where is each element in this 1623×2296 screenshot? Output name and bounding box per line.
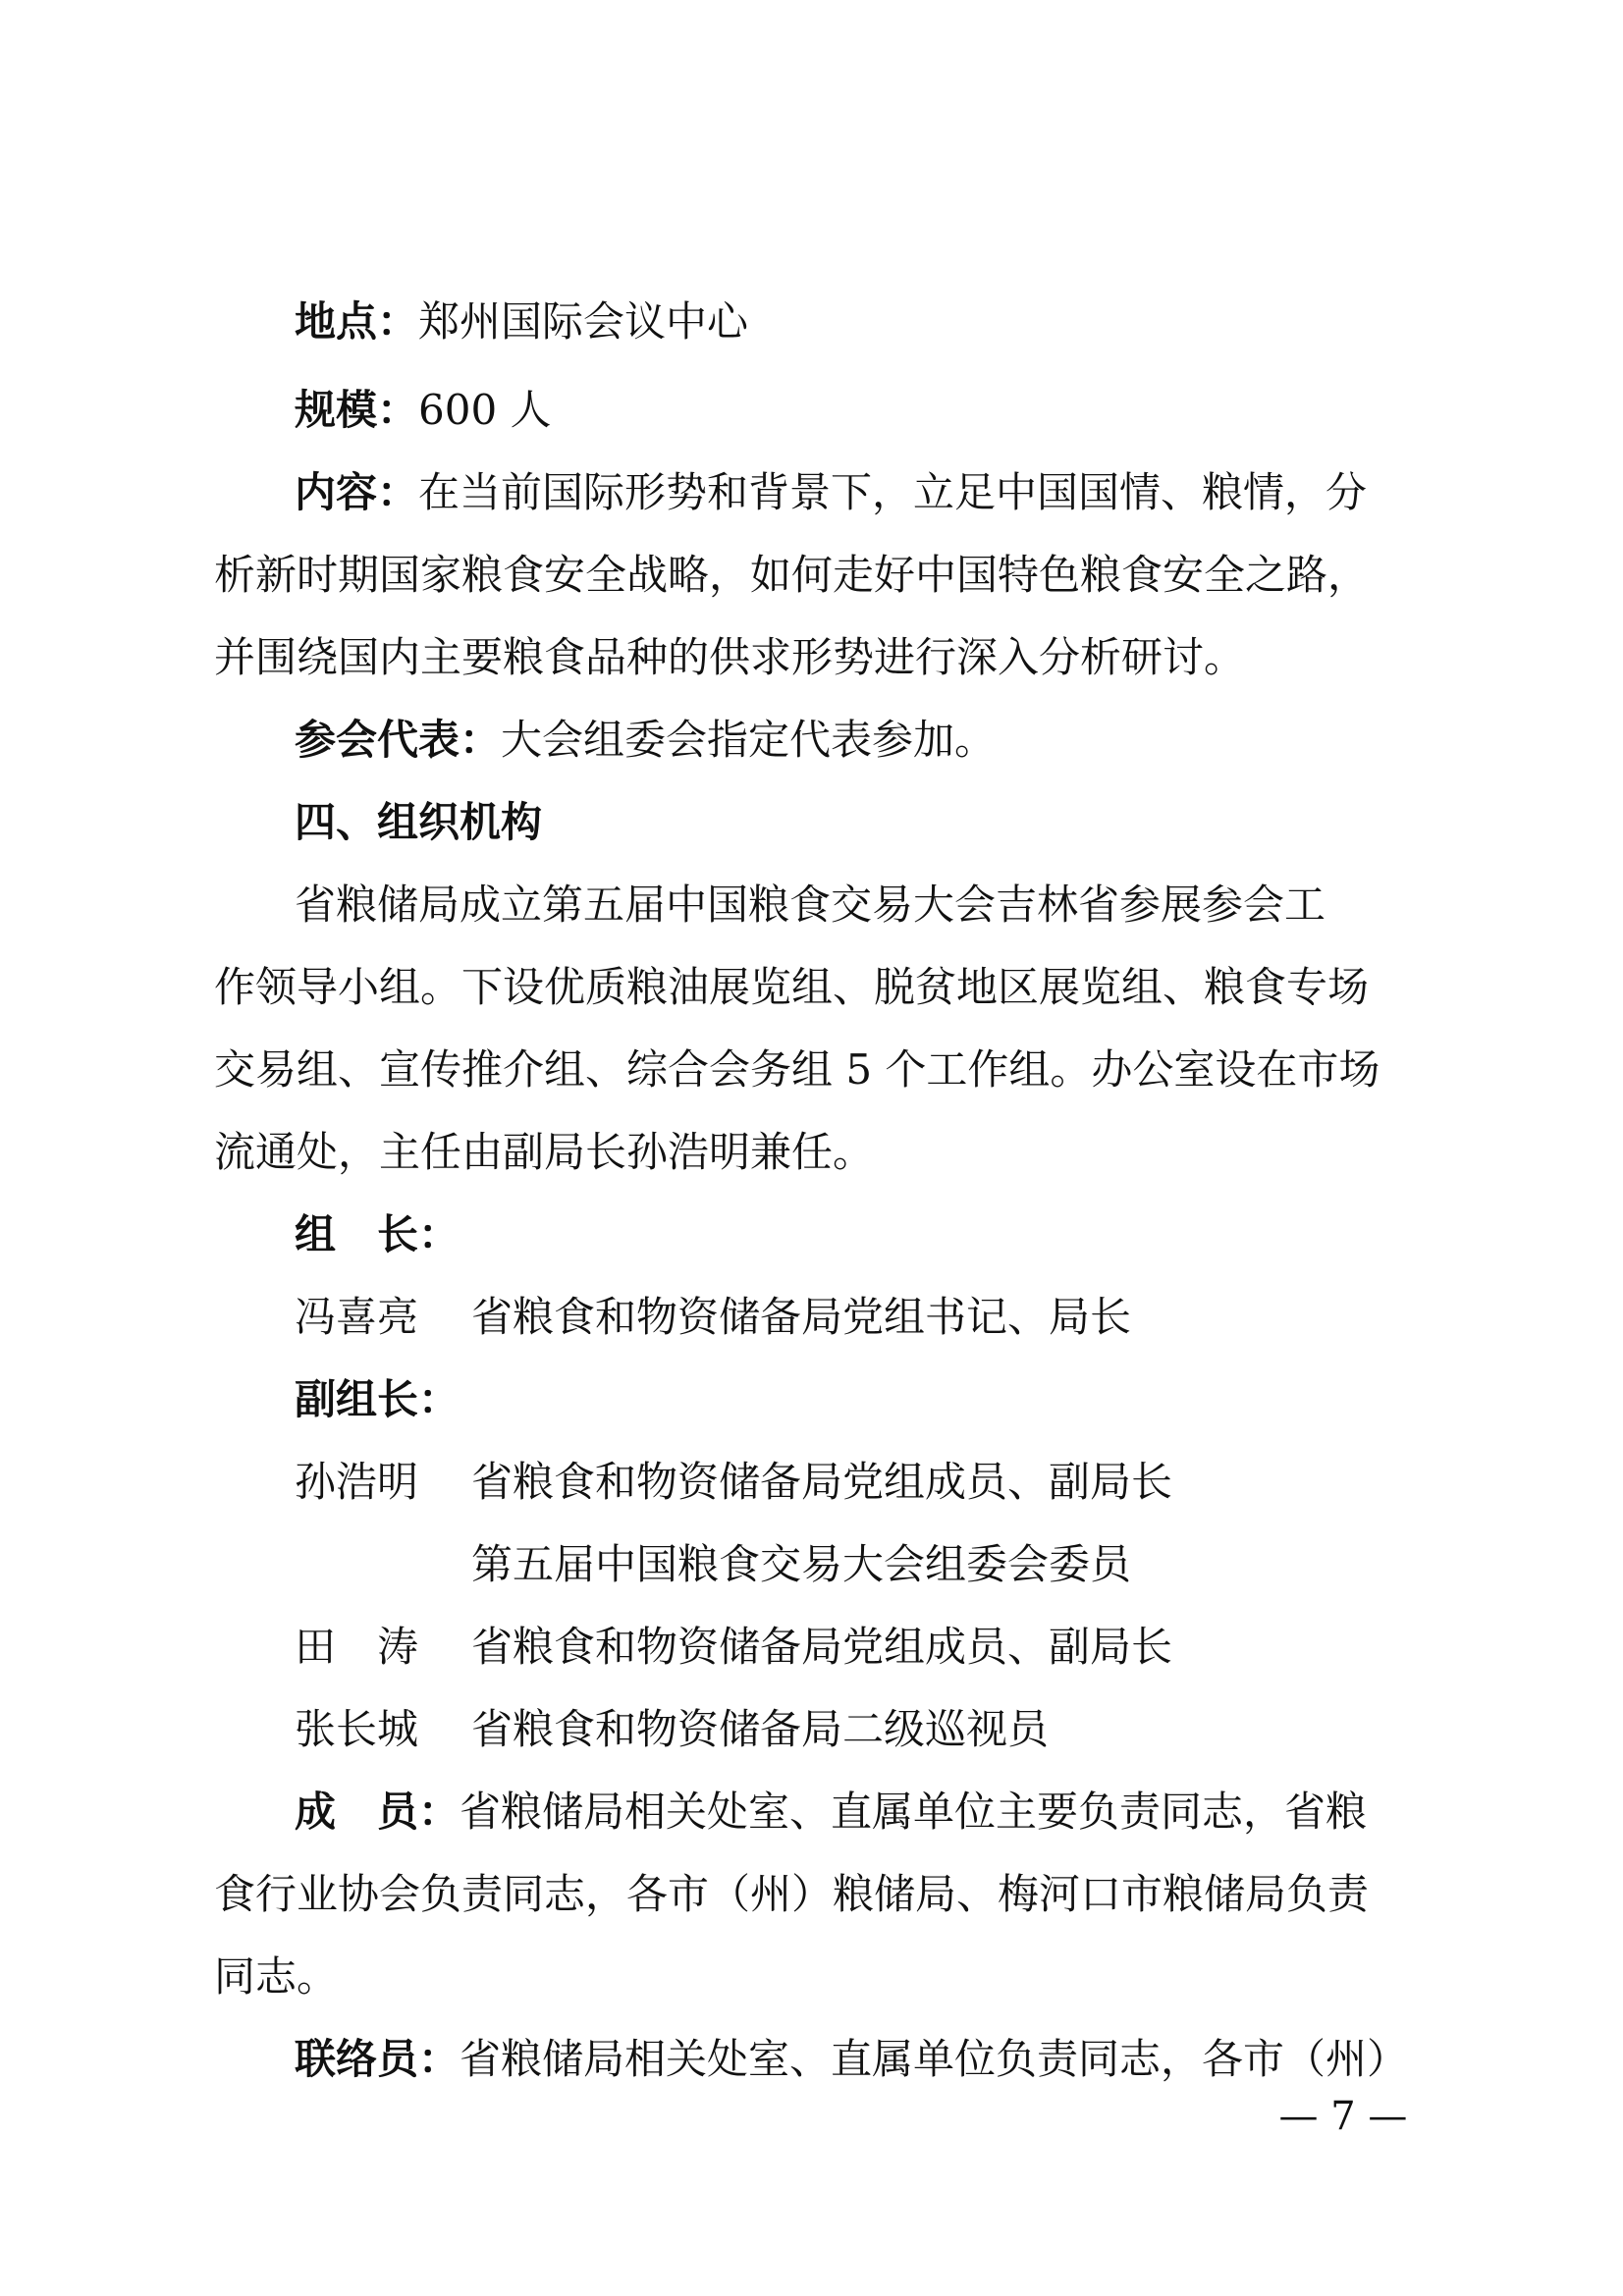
section-para-line-4: 流通处，主任由副局长孙浩明兼任。 [214,1128,875,1176]
deputy-title-1b: 第五届中国粮食交易大会组委会委员 [471,1540,1132,1588]
page-number: — 7 — [1278,2094,1408,2139]
liaison-line-1 [295,2030,1422,2089]
delegates-line [295,711,1502,770]
liaison-text-1: 省粮储局相关处室、直属单位负责同志，各市（州） [460,2035,1409,2083]
deputy-title-2: 省粮食和物资储备局党组成员、副局长 [471,1623,1173,1671]
scale-label: 规模： [295,386,419,434]
location-label: 地点： [295,297,419,346]
section-para-line-2: 作领导小组。下设优质粮油展览组、脱贫地区展览组、粮食专场 [214,963,1370,1011]
members-line-1 [295,1783,1422,1842]
liaison-label: 联络员： [295,2035,460,2083]
leader-name: 冯喜亮 [295,1293,419,1341]
members-label: 成 员： [295,1788,460,1836]
location-value: 郑州国际会议中心 [418,297,749,346]
deputy-name-2: 田 涛 [295,1623,419,1671]
members-text-1: 省粮储局相关处室、直属单位主要负责同志，省粮 [460,1788,1368,1836]
members-line-2: 食行业协会负责同志，各市（州）粮储局、梅河口市粮储局负责 [214,1870,1370,1918]
delegates-value: 大会组委会指定代表参加。 [501,716,997,764]
members-line-3: 同志。 [214,1952,339,2001]
scale-line [295,381,1502,440]
deputy-title-3: 省粮食和物资储备局二级巡视员 [471,1705,1050,1753]
deputy-name-3: 张长城 [295,1705,419,1753]
section-heading: 四、组织机构 [295,798,543,846]
location-line [295,293,1502,351]
content-label: 内容： [295,468,419,516]
section-para-line-3: 交易组、宣传推介组、综合会务组 5 个工作组。办公室设在市场 [214,1045,1380,1094]
section-para-line-1: 省粮储局成立第五届中国粮食交易大会吉林省参展参会工 [295,881,1326,929]
delegates-label: 参会代表： [295,716,502,764]
leader-title: 省粮食和物资储备局党组书记、局长 [471,1293,1132,1341]
deputy-name-1: 孙浩明 [295,1458,419,1506]
deputies-label: 副组长： [295,1375,460,1423]
content-text-1: 在当前国际形势和背景下，立足中国国情、粮情，分 [418,468,1368,516]
leader-label: 组 长： [295,1210,460,1258]
content-line-3: 并围绕国内主要粮食品种的供求形势进行深入分析研讨。 [214,633,1246,681]
content-line-2: 析新时期国家粮食安全战略，如何走好中国特色粮食安全之路， [214,551,1370,599]
scale-value: 600 人 [418,386,552,434]
deputy-title-1: 省粮食和物资储备局党组成员、副局长 [471,1458,1173,1506]
content-line-1 [295,463,1422,522]
